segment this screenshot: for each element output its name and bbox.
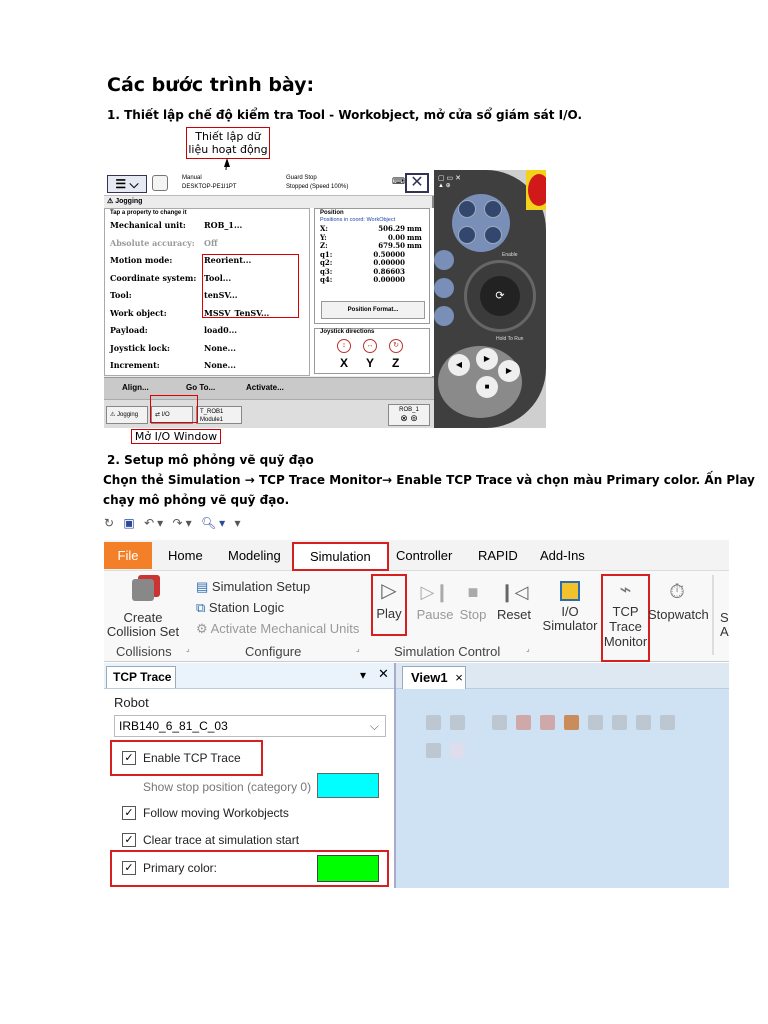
fp-position-value: 506.29 bbox=[378, 224, 405, 233]
view-area bbox=[396, 663, 729, 888]
ribbon-label: Pause bbox=[416, 607, 454, 622]
fp-property-value[interactable]: load0... bbox=[204, 325, 238, 335]
primary-color-label: Primary color: bbox=[143, 861, 218, 875]
fp-property-value[interactable]: Off bbox=[204, 237, 218, 248]
chevron-down-icon: ⌵ bbox=[369, 719, 379, 733]
fp-property-panel bbox=[104, 208, 434, 376]
stop-icon[interactable]: ■ bbox=[476, 376, 498, 398]
fp-property-label: Motion mode: bbox=[110, 255, 173, 265]
emergency-stop-icon[interactable] bbox=[528, 174, 546, 206]
view-tool-icon[interactable] bbox=[588, 715, 603, 730]
customize-icon[interactable]: ▾ bbox=[234, 516, 244, 530]
step-icon[interactable]: ▶ bbox=[476, 348, 498, 370]
fp-position-key: q1: bbox=[320, 249, 333, 259]
joystick-icon[interactable]: ⟳ bbox=[480, 276, 520, 316]
fp-property-label: Increment: bbox=[110, 360, 160, 370]
enable-label: Enable bbox=[502, 252, 518, 258]
fp-position-subtitle: Positions in coord: WorkObject bbox=[320, 217, 396, 223]
robot-icon: ⊗ ⊚ bbox=[400, 413, 418, 423]
io-simulator-icon bbox=[560, 581, 580, 601]
io-highlight bbox=[150, 395, 198, 423]
fp-property-label: Mechanical unit: bbox=[110, 220, 186, 230]
ribbon-divider bbox=[712, 575, 714, 655]
ribbon-label: Simulator bbox=[542, 618, 598, 633]
tab-rapid[interactable]: RAPID bbox=[478, 548, 518, 563]
clear-trace-checkbox[interactable]: ✓ bbox=[122, 833, 136, 847]
fp-property-value[interactable]: None... bbox=[204, 342, 236, 353]
window-controls: ▢ ▭ ✕ bbox=[438, 175, 461, 182]
ribbon-label: A bbox=[720, 624, 729, 639]
window-controls: ▲ ⊕ bbox=[438, 183, 451, 189]
tab-modeling[interactable]: Modeling bbox=[228, 548, 281, 563]
save-icon[interactable]: ▣ bbox=[123, 516, 138, 530]
group-collisions: Collisions bbox=[116, 644, 172, 659]
ribbon-label: I/O bbox=[561, 604, 579, 619]
dialog-launcher-icon[interactable]: ⌟ bbox=[526, 644, 530, 653]
simulation-setup-button[interactable] bbox=[196, 579, 310, 595]
ribbon-tabs bbox=[104, 540, 729, 571]
fp-position-value: 0.00 bbox=[387, 232, 405, 242]
fp-property-label: Absolute accuracy: bbox=[110, 237, 195, 248]
taskbar-module[interactable] bbox=[196, 406, 242, 424]
undo-icon[interactable]: ↶▾ bbox=[144, 516, 167, 530]
play-icon: ▷ bbox=[381, 580, 397, 602]
fp-position-value: 0.50000 bbox=[373, 249, 405, 259]
fp-position-value: 0.86603 bbox=[373, 266, 405, 276]
fp-state: Stopped (Speed 100%) bbox=[286, 184, 349, 190]
ribbon-label: Stop bbox=[459, 607, 487, 622]
fp-position-unit: mm bbox=[407, 224, 422, 233]
callout-line: Thiết lập dữ bbox=[195, 130, 261, 143]
enable-tcp-trace-checkbox[interactable]: ✓ bbox=[122, 751, 136, 765]
taskbar-rob[interactable] bbox=[388, 404, 430, 426]
joystick-axis-icon: ↕ bbox=[337, 339, 351, 353]
dialog-launcher-icon[interactable]: ⌟ bbox=[356, 644, 360, 653]
ribbon-label: Create bbox=[123, 610, 163, 625]
tab-file[interactable]: File bbox=[104, 542, 152, 569]
view-tool-icon[interactable] bbox=[636, 715, 651, 730]
fp-position-key: Y: bbox=[320, 232, 327, 242]
taskbar-jogging-label: Jogging bbox=[117, 412, 139, 418]
fp-property-value[interactable]: tenSV... bbox=[204, 290, 238, 300]
robotstudio-screenshot bbox=[104, 540, 729, 888]
step1-text: 1. Thiết lập chế độ kiểm tra Tool - Workobject, mở cửa sổ giám sát I/O. bbox=[107, 108, 583, 122]
flexpendant-screen bbox=[104, 170, 434, 428]
view-tool-icon[interactable] bbox=[450, 715, 465, 730]
tcp-trace-panel bbox=[104, 663, 396, 888]
fp-position-unit: mm bbox=[407, 241, 422, 250]
keypad-button[interactable] bbox=[458, 200, 476, 218]
joystick-axis-z: Z bbox=[392, 356, 400, 370]
fp-property-label: Joystick lock: bbox=[110, 342, 170, 353]
taskbar-module-line: Module1 bbox=[200, 417, 224, 423]
stop-button[interactable] bbox=[456, 577, 490, 622]
stopwatch-icon: ⏱ bbox=[669, 581, 685, 603]
primary-color-swatch[interactable] bbox=[317, 855, 379, 882]
redo-icon[interactable]: ↷▾ bbox=[172, 516, 195, 530]
view1-tab[interactable] bbox=[402, 666, 466, 689]
joystick-axis-y: Y bbox=[366, 356, 375, 370]
keypad-button[interactable] bbox=[484, 200, 502, 218]
fp-property-label: Coordinate system: bbox=[110, 272, 197, 283]
fp-host: DESKTOP-PE1I1PT bbox=[182, 184, 237, 190]
tcp-trace-monitor-button[interactable] bbox=[601, 574, 650, 662]
group-simulation-control: Simulation Control bbox=[394, 644, 501, 659]
ribbon-label: Reset bbox=[497, 607, 531, 622]
fp-property-value[interactable]: None... bbox=[204, 360, 236, 370]
side-button[interactable] bbox=[434, 278, 454, 298]
close-icon[interactable]: ✕ bbox=[378, 666, 389, 681]
ribbon-label: TCP bbox=[612, 604, 639, 619]
keypad-button[interactable] bbox=[484, 226, 502, 244]
follow-workobjects-checkbox[interactable]: ✓ bbox=[122, 806, 136, 820]
taskbar-module-line: T_ROB1 bbox=[200, 409, 224, 415]
taskbar-io[interactable]: ⇄ I/O bbox=[151, 406, 193, 424]
primary-color-checkbox[interactable]: ✓ bbox=[122, 861, 136, 875]
callout-io-window: Mở I/O Window bbox=[131, 429, 221, 444]
fp-property-value[interactable]: Reorient... bbox=[204, 255, 252, 265]
taskbar-io-label: I/O bbox=[161, 412, 170, 418]
fp-position-key: X: bbox=[320, 224, 329, 233]
tab-home[interactable]: Home bbox=[168, 548, 203, 563]
fp-position-value: 0.00000 bbox=[373, 275, 405, 284]
simulation-setup-icon: ▤ bbox=[196, 579, 209, 594]
view-tool-icon[interactable] bbox=[540, 715, 555, 730]
prev-icon[interactable]: ◀ bbox=[448, 354, 470, 376]
dialog-launcher-icon[interactable]: ⌟ bbox=[186, 644, 190, 653]
joystick-axis-icon: ↔ bbox=[363, 339, 377, 353]
close-icon[interactable]: ✕ bbox=[405, 173, 429, 193]
fp-keyboard-icon[interactable]: ⌨ bbox=[392, 176, 405, 186]
tab-simulation[interactable]: Simulation bbox=[292, 542, 389, 571]
ribbon bbox=[104, 571, 729, 662]
view-tool-icon[interactable] bbox=[516, 715, 531, 730]
side-button[interactable] bbox=[434, 250, 454, 270]
fp-joystick-panel bbox=[314, 328, 430, 374]
stopwatch-button[interactable] bbox=[648, 577, 709, 622]
side-button[interactable] bbox=[434, 306, 454, 326]
pause-button[interactable] bbox=[415, 577, 455, 622]
fp-position-key: Z: bbox=[320, 241, 328, 250]
stop-color-swatch[interactable] bbox=[317, 773, 379, 798]
callout-data-setup bbox=[186, 127, 270, 159]
fp-joystick-title: Joystick directions bbox=[320, 329, 375, 335]
robot-status-icon bbox=[152, 175, 168, 191]
fp-position-panel bbox=[314, 208, 430, 324]
robot-select[interactable] bbox=[114, 715, 386, 737]
flexpendant-screenshot bbox=[104, 170, 546, 428]
fp-position-value: 679.50 bbox=[378, 241, 405, 250]
ribbon-label: Simulation Setup bbox=[211, 579, 311, 594]
tab-addins[interactable]: Add-Ins bbox=[540, 548, 585, 563]
page-heading: Các bước trình bày: bbox=[107, 74, 315, 96]
clear-trace-label: Clear trace at simulation start bbox=[143, 833, 300, 847]
zoom-icon[interactable]: 🔍︎▾ bbox=[200, 516, 229, 530]
fp-property-label: Payload: bbox=[110, 325, 148, 335]
fp-position-key: q4: bbox=[320, 275, 333, 284]
follow-workobjects-label: Follow moving Workobjects bbox=[143, 806, 289, 820]
close-icon[interactable]: × bbox=[455, 670, 463, 685]
ribbon-label: Station Logic bbox=[208, 600, 285, 615]
view-tool-icon[interactable] bbox=[564, 715, 579, 730]
robot-select-value: IRB140_6_81_C_03 bbox=[119, 719, 228, 733]
panel-menu-icon[interactable]: ▾ bbox=[360, 668, 367, 682]
fp-highlight bbox=[202, 254, 299, 318]
callout-line: liệu hoạt động bbox=[188, 143, 268, 156]
step2-text: 2. Setup mô phỏng vẽ quỹ đạo bbox=[107, 453, 314, 467]
joystick-axis-x: X bbox=[340, 356, 349, 370]
fp-property-value[interactable]: Tool... bbox=[204, 272, 232, 283]
robot-label: Robot bbox=[114, 695, 149, 710]
enable-tcp-trace-label: Enable TCP Trace bbox=[143, 751, 241, 765]
fp-view-title: ⚠ Jogging bbox=[107, 198, 143, 205]
quick-access-toolbar bbox=[104, 516, 244, 530]
view-tool-icon[interactable] bbox=[612, 715, 627, 730]
hamburger-menu-button[interactable]: ☰ ⌵ bbox=[107, 175, 147, 193]
stop-icon: ■ bbox=[467, 582, 479, 602]
taskbar-rob-label: ROB_1 bbox=[399, 407, 419, 413]
create-collision-set-button[interactable] bbox=[104, 611, 182, 639]
ribbon-label: Monitor bbox=[603, 634, 648, 649]
group-configure: Configure bbox=[245, 644, 302, 659]
fp-property-value[interactable]: ROB_1... bbox=[204, 220, 243, 230]
joystick-axis-icon: ↻ bbox=[389, 339, 403, 353]
mechanical-units-icon: ⚙ bbox=[196, 621, 208, 636]
view-tool-icon[interactable] bbox=[660, 715, 675, 730]
pause-icon: ▷❙ bbox=[420, 582, 450, 602]
fp-mode: Manual bbox=[182, 175, 202, 181]
fp-guard: Guard Stop bbox=[286, 175, 317, 181]
ribbon-label: Trace bbox=[609, 619, 642, 634]
collision-set-icon bbox=[132, 579, 154, 601]
align-button[interactable]: Align... bbox=[122, 383, 149, 392]
goto-button[interactable]: Go To... bbox=[186, 383, 216, 392]
reset-button[interactable] bbox=[495, 577, 533, 622]
fp-position-key: q3: bbox=[320, 266, 333, 276]
fp-position-title: Position bbox=[320, 210, 344, 216]
step2-desc-line2: chạy mô phỏng vẽ quỹ đạo. bbox=[103, 493, 290, 507]
robot-arm-icon: ⌁ bbox=[619, 579, 632, 601]
station-logic-button[interactable] bbox=[196, 600, 284, 616]
station-logic-icon: ⧉ bbox=[196, 600, 206, 615]
fp-property-label: Tool: bbox=[110, 290, 132, 300]
ribbon-overflow[interactable] bbox=[720, 611, 729, 639]
ribbon-label: Collision Set bbox=[106, 624, 180, 639]
next-icon[interactable]: ▶ bbox=[498, 360, 520, 382]
fp-header bbox=[104, 170, 434, 196]
tcp-trace-tab[interactable]: TCP Trace bbox=[106, 666, 176, 688]
fp-property-value[interactable]: MSSV_TenSV... bbox=[204, 307, 270, 318]
ribbon-label: Stopwatch bbox=[648, 607, 709, 622]
activate-mechanical-units-button[interactable] bbox=[196, 621, 359, 637]
play-button[interactable] bbox=[371, 574, 407, 636]
view1-tab-label: View1 bbox=[411, 670, 448, 685]
activate-button[interactable]: Activate... bbox=[246, 383, 284, 392]
hold-label: Hold To Run bbox=[496, 336, 524, 342]
reset-icon: ❙◁ bbox=[499, 582, 529, 602]
fp-view-title-text: Jogging bbox=[115, 198, 143, 205]
ribbon-label: S bbox=[720, 610, 729, 625]
ribbon-label: Activate Mechanical Units bbox=[210, 621, 360, 636]
ribbon-label: Play bbox=[376, 606, 402, 621]
fp-hint: Tap a property to change it bbox=[110, 210, 187, 216]
show-stop-position-label: Show stop position (category 0) bbox=[143, 780, 312, 794]
fp-position-value: 0.00000 bbox=[373, 258, 405, 267]
view-play-icon[interactable] bbox=[426, 743, 441, 758]
tab-controller[interactable]: Controller bbox=[396, 548, 453, 563]
position-format-button[interactable]: Position Format... bbox=[321, 301, 425, 319]
step2-desc-line1: Chọn thẻ Simulation → TCP Trace Monitor→ Enable TCP Trace và chọn màu Primary color. Ấn Play bbox=[103, 473, 755, 487]
fp-hardware-panel bbox=[434, 170, 546, 428]
fp-position-key: q2: bbox=[320, 258, 333, 267]
io-simulator-button[interactable] bbox=[540, 577, 600, 633]
undo-circle-icon[interactable]: ↻ bbox=[104, 516, 118, 530]
fp-property-label: Work object: bbox=[110, 307, 167, 318]
view-tool-icon[interactable] bbox=[492, 715, 507, 730]
fp-position-unit: mm bbox=[407, 232, 422, 242]
view-stop-icon[interactable] bbox=[450, 743, 465, 758]
keypad-button[interactable] bbox=[458, 226, 476, 244]
view-tool-icon[interactable] bbox=[426, 715, 441, 730]
taskbar-jogging[interactable]: ⚠ Jogging bbox=[106, 406, 148, 424]
